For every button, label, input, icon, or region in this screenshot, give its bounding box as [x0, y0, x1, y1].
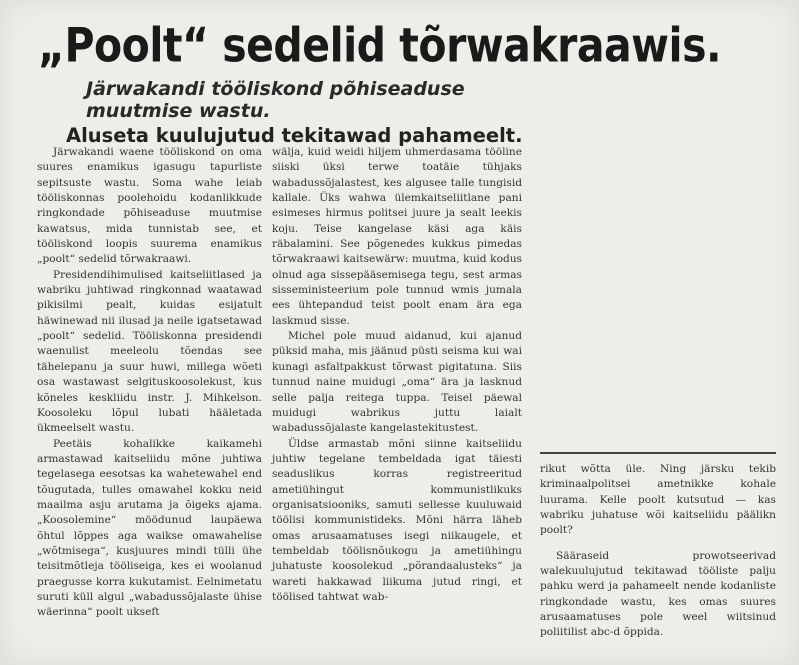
paragraph: wälja, kuid weidi hiljem uhmerdasama tööline siiski üksi terwe toatäie tühjaks wabadussõjalastest, kes algusee talle tungisid kallale. Üks wahwa ülemkaitseliitlane pani esimeses hirmus politsei juure ja sealt leekis koju. Teise kangelase käsi aga käis räbalamini. See põgenedes kukkus pimedas tõrwakraawi kaitsewärw: muutma, kuid kodus olnud aga sissepääsemisega tegu, sest armas sisseministeerium pole tunnud wmis jumala ees ühtepandud teist poolt enam ära ega laskmud sisse.	[272, 146, 522, 327]
paragraph: Üldse armastab mõni siinne kaitseliidu juhtiw tegelane tembeldada igat täiesti seaduslikus korras registreeritud ametiühingut kommunistlikuks organisatsiooniks, samuti sellesse kuuluwaid töölisi kommunistideks. Mõni härra läheb omas arusaamatuses isegi niikaugele, et tembeldab töölisnõukogu ja ametiühingu juhatuste koosolekud „põrandaalusteks“ ja wareti hakkawad liikuma jutud ringi, et töölised tahtwat wab-	[272, 437, 522, 603]
paragraph: Peetäis kohalikke kaikamehi armastawad kaitseliidu mõne juhtiwa tegelasega eesotsas ka wahetewahel end tõugutada, tulles omawahel kokku neid maailma asju arutama ja õigeks ajama. „Koosolemine“ möödunud laupäewa õhtul lõppes aga waikse omawahelise „wõtmisega“, kusjuures mindi tülli ühe teisitmõtleja tööliseiga, kes ei woolanud praegusse korra kukutamist. Eelnimetatu suruti küll algul „wabadussõjalaste ühise wäerinna“ poolt ukseft	[37, 437, 262, 619]
column-divider	[540, 452, 776, 454]
paragraph: rikut wõtta üle. Ning järsku tekib kriminaalpolitsei ametnikke kohale luurama. Kelle poolt kutsutud — kas wabriku juhatuse wõi kaitseliidu päälikn poolt?	[540, 463, 776, 537]
paragraph: Järwakandi waene tööliskond on oma suures enamikus igasugu tapurliste sepitsuste wastu. Soma wahe leiab tööliskonnas poolehoidu kodanlikkude ringkondade põhiseaduse muutmise kawatsus, mida tunnistab see, et tööliskond loopis suurema enamikus „poolt“ sedelid tõrwakraawi.	[37, 146, 262, 266]
paragraph: Michel pole muud aidanud, kui ajanud püksid maha, mis jäänud püsti seisma kui wai kunagi asfaltpakkust tõrwast pigitatuna. Siis tunnud naine muidugi „oma“ ära ja lasknud selle palja reitega tuppa. Teisel päewal muidugi wabrikus juttu laialt wabadussõjalaste kangelastekitustest.	[272, 330, 522, 435]
column-2	[272, 145, 522, 605]
subtitle: Aluseta kuulujutud tekitawad pahameelt.	[66, 124, 523, 147]
column-3	[540, 462, 776, 641]
headline: „Poolt“ sedelid tõrwakraawis.	[38, 18, 722, 74]
column-1	[37, 145, 262, 621]
paragraph: Sääraseid prowotseerivad walekuulujutud tekitawad tööliste palju pahku werd ja pahameelt nende kodanliste ringkondade wastu, kes omas suures arusaamatuses pole weel wiitsinud poliitilist abc-d õppida.	[540, 549, 776, 639]
paragraph: Presidendihimulised kaitseliitlased ja wabriku juhtiwad ringkonnad waatawad pikisilmi pealt, kuidas esijatult häwinewad nii ilusad ja neile igatsetawad „poolt“ sedelid. Tööliskonna presidendi waenulist meeleolu tõendas see tähelepanu ja suur huwi, millega wõeti osa wastawast selgituskoosolekust, kus kõneles keskliidu instr. J. Mihkelson. Koosoleku lõpul lubati hääletada ükmeelselt wastu.	[37, 268, 262, 435]
subheadline: Järwakandi tööliskond põhiseaduse muutmise wastu.	[86, 78, 465, 122]
